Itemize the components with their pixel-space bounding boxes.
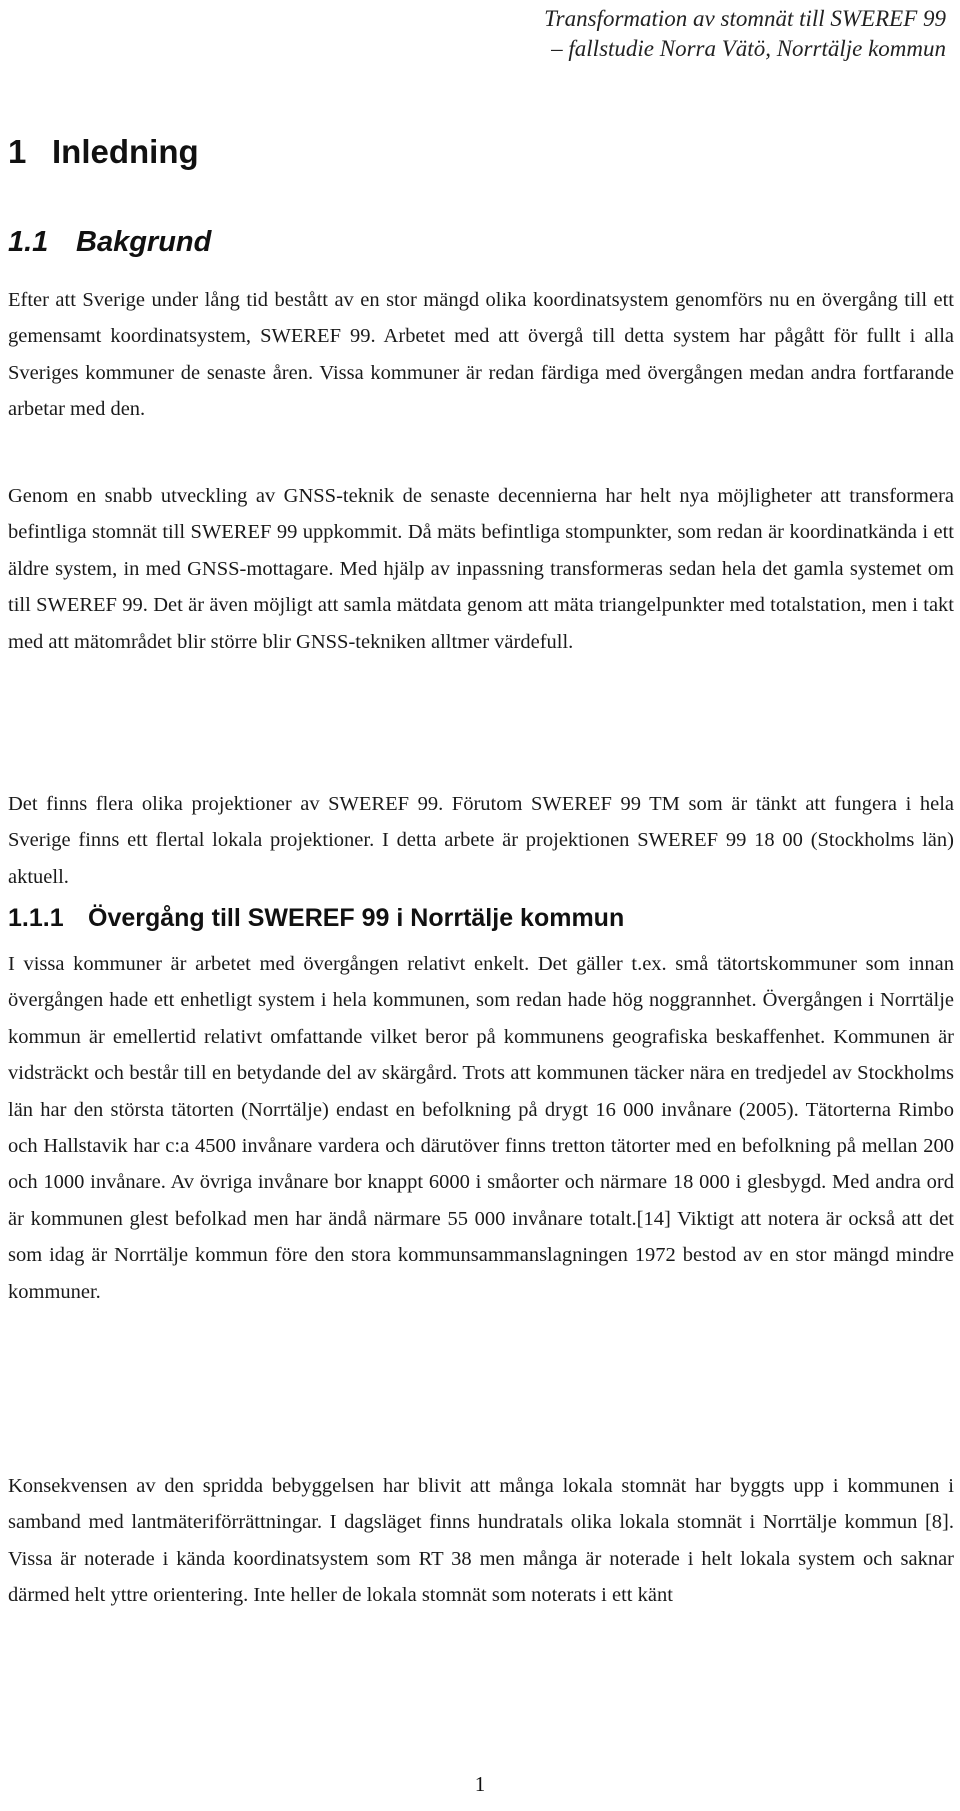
paragraph: Det finns flera olika projektioner av SWEREF 99. Förutom SWEREF 99 TM som är tänkt att fungera i hela Sverige finns ett flertal lokala projektioner. I detta arbete är projektionen SWEREF 99 18 00 (Stockholms län) aktuell. [8, 793, 954, 888]
subsection-heading [8, 902, 624, 934]
section-title: Bakgrund [76, 226, 212, 258]
paragraph: I vissa kommuner är arbetet med övergången relativt enkelt. Det gäller t.ex. små tätortskommuner som innan övergången hade ett enhetligt system i hela kommunen, som redan hade hög noggrannhet. Övergången i Norrtälje kommun är emellertid relativt omfattande vilket beror på kommunens geografiska beskaffenhet. Kommunen är vidsträckt och består till en betydande del av skärgård. Trots att kommunen täcker nära en tredjedel av Stockholms län har den största tätorten (Norrtälje) endast en befolkning på drygt 16 000 invånare (2005). Tätorterna Rimbo och Hallstavik har c:a 4500 invånare vardera och därutöver finns tretton tätorter med en befolkning på mellan 200 och 1000 invånare. Av övriga invånare bor knappt 6000 i småorter och närmare 18 000 i glesbygd. Med andra ord är kommunen glest befolkad men har ändå närmare 55 000 invånare totalt.[14] Viktigt att notera är också att det som idag är Norrtälje kommun före den stora kommunsammanslagningen 1972 bestod av en stor mängd mindre kommuner. [8, 953, 954, 1303]
chapter-title: Inledning [52, 133, 199, 170]
header-subtitle: – fallstudie Norra Vätö, Norrtälje kommun [551, 36, 946, 61]
paragraph: Genom en snabb utveckling av GNSS-teknik de senaste decennierna har helt nya möjligheter att transformera befintliga stomnät till SWEREF 99 uppkommit. Då mäts befintliga stompunkter, som redan är koordinatkända i ett äldre system, in med GNSS-mottagare. Med hjälp av inpassning transformeras sedan hela det gamla systemet om till SWEREF 99. Det är även möjligt att samla mätdata genom att mäta triangelpunkter med totalstation, men i takt med att mätområdet blir större blir GNSS-tekniken alltmer värdefull. [8, 485, 954, 653]
paragraph: Efter att Sverige under lång tid bestått av en stor mängd olika koordinatsystem genomförs nu en övergång till ett gemensamt koordinatsystem, SWEREF 99. Arbetet med att övergå till detta system har pågått för fullt i alla Sveriges kommuner de senaste åren. Vissa kommuner är redan färdiga med övergången medan andra fortfarande arbetar med den. [8, 289, 954, 421]
subsection-number: 1.1.1 [8, 904, 64, 932]
section-number: 1.1 [8, 226, 49, 258]
running-header [544, 4, 946, 64]
chapter-number: 1 [8, 133, 27, 170]
page-number: 1 [474, 1772, 486, 1796]
subsection-title: Övergång till SWEREF 99 i Norrtälje kommun [88, 904, 625, 932]
header-title: Transformation av stomnät till SWEREF 99 [544, 6, 946, 31]
section-heading [8, 224, 211, 260]
chapter-heading [8, 132, 199, 172]
paragraph: Konsekvensen av den spridda bebyggelsen har blivit att många lokala stomnät har byggts upp i kommunen i samband med lantmäteriförrättningar. I dagsläget finns hundratals olika lokala stomnät i Norrtälje kommun [8]. Vissa är noterade i kända koordinatsystem som RT 38 men många är noterade i helt lokala system och saknar därmed helt yttre orientering. Inte heller de lokala stomnät som noterats i ett känt [8, 1475, 954, 1607]
